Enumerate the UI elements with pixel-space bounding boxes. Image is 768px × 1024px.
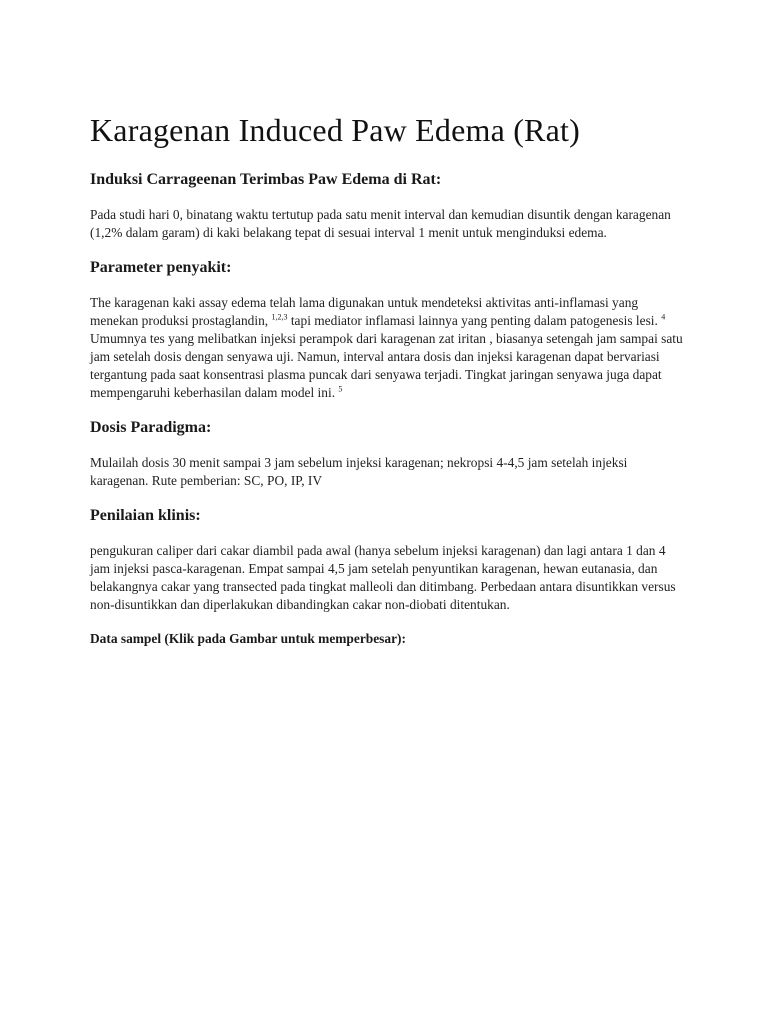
document-title: Karagenan Induced Paw Edema (Rat) [90, 112, 580, 148]
paragraph-parameter-text-3: Umumnya tes yang melibatkan injeksi perampok dari karagenan zat iritan , biasanya setengah jam sampai satu jam setelah dosis dengan senyawa uji. Namun, interval antara dosis dan injeksi karagenan dapat bervariasi tergantung pada saat konsentrasi plasma puncak dari senyawa terjadi. Tingkat jaringan senyawa juga dapat mempengaruhi keberhasilan dalam model ini. [90, 331, 683, 400]
heading-induksi: Induksi Carrageenan Terimbas Paw Edema di Rat: [90, 171, 442, 188]
heading-penilaian: Penilaian klinis: [90, 507, 201, 524]
heading-parameter: Parameter penyakit: [90, 259, 232, 276]
paragraph-induksi: Pada studi hari 0, binatang waktu tertutup pada satu menit interval dan kemudian disuntik dengan karagenan (1,2% dalam garam) di kaki belakang tepat di sesuai interval 1 menit untuk menginduksi edema. [90, 207, 671, 240]
heading-dosis: Dosis Paradigma: [90, 419, 212, 436]
citation-superscript-3: 5 [338, 384, 343, 394]
paragraph-parameter [90, 294, 688, 402]
paragraph-parameter-text-2: tapi mediator inflamasi lainnya yang penting dalam patogenesis lesi. [287, 313, 662, 328]
data-sampel-label: Data sampel (Klik pada Gambar untuk memperbesar): [90, 631, 406, 646]
citation-superscript-1: 1,2,3 [271, 312, 288, 322]
paragraph-parameter-text-1: The karagenan kaki assay edema telah lama digunakan untuk mendeteksi aktivitas anti-inflamasi yang menekan produksi prostaglandin, [90, 295, 639, 328]
paragraph-penilaian: pengukuran caliper dari cakar diambil pada awal (hanya sebelum injeksi karagenan) dan lagi antara 1 dan 4 jam injeksi pasca-karagenan. Empat sampai 4,5 jam setelah penyuntikan karagenan, hewan eutanasia, dan belakangnya cakar yang transected pada tingkat malleoli dan ditimbang. Perbedaan antara disuntikkan versus non-disuntikkan dan diperlakukan dibandingkan cakar non-diobati ditentukan. [90, 543, 676, 612]
citation-superscript-2: 4 [661, 312, 666, 322]
paragraph-dosis: Mulailah dosis 30 menit sampai 3 jam sebelum injeksi karagenan; nekropsi 4-4,5 jam setelah injeksi karagenan. Rute pemberian: SC, PO, IP, IV [90, 455, 628, 488]
